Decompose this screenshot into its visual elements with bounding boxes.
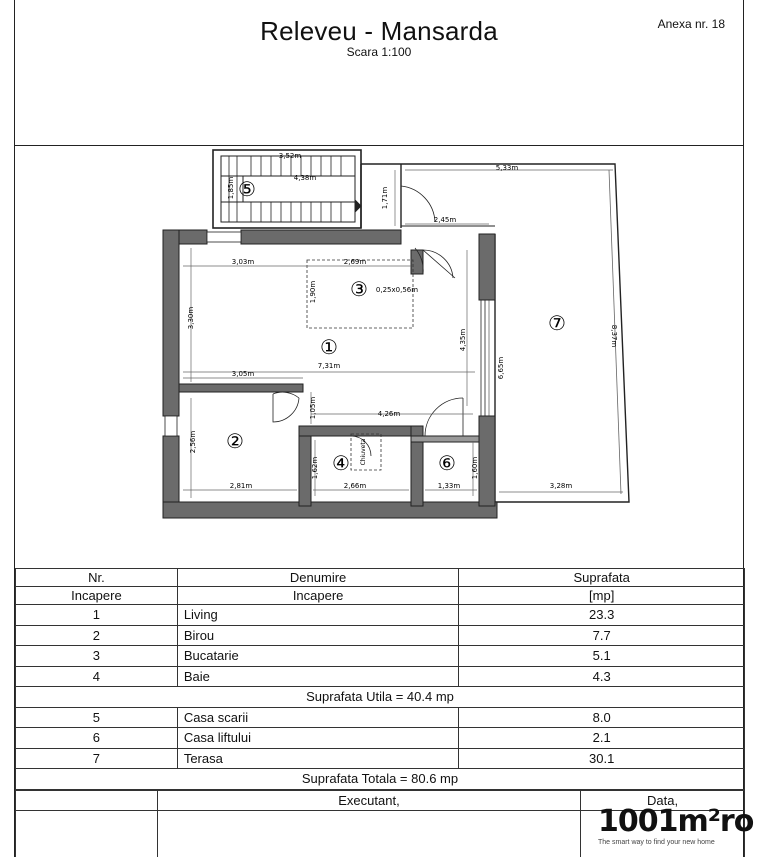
living-dim-lines [183, 248, 477, 498]
table-header-row [16, 569, 745, 587]
room-number-2: ② [226, 429, 244, 453]
row-area: 4.3 [459, 666, 745, 687]
row-area: 8.0 [459, 707, 745, 728]
room-number-4: ④ [332, 451, 350, 475]
rooms-table [15, 568, 745, 790]
room-number-3: ③ [350, 277, 368, 301]
dim-stair-inner: 4,38m [293, 174, 317, 182]
row-area: 2.1 [459, 728, 745, 749]
dim-living-h-left: 3,30m [187, 306, 195, 330]
row-nr: 7 [16, 748, 178, 769]
doors [273, 248, 463, 456]
room-number-6: ⑥ [438, 451, 456, 475]
row-nr: 1 [16, 605, 178, 626]
dim-terrace-h: 8,37m [610, 324, 618, 348]
dim-stair-h: 1,85m [227, 176, 235, 200]
header-area: Suprafata [459, 569, 745, 587]
dim-office-top: 3,05m [231, 370, 255, 378]
header-nr: Nr. [16, 569, 178, 587]
room-number-5: ⑤ [238, 177, 256, 201]
row-name: Terasa [177, 748, 459, 769]
scale-label: Scara 1:100 [346, 45, 412, 59]
annex-label: Anexa nr. 18 [657, 17, 725, 31]
staircase [213, 150, 361, 228]
row-name: Casa scarii [177, 707, 459, 728]
useful-total-row [16, 687, 745, 708]
grand-total: Suprafata Totala = 80.6 mp [16, 769, 745, 790]
dim-living-w2: 2,69m [343, 258, 367, 266]
useful-total: Suprafata Utila = 40.4 mp [16, 687, 745, 708]
drawing-sheet [14, 0, 744, 857]
chimney-label: Chiuveta [360, 438, 367, 466]
table-row [16, 666, 745, 687]
dim-bath-h: 1,62m [311, 456, 319, 480]
row-name: Birou [177, 625, 459, 646]
row-nr: 6 [16, 728, 178, 749]
signature-spacer [16, 791, 158, 811]
row-name: Baie [177, 666, 459, 687]
row-nr: 4 [16, 666, 178, 687]
header-area-2: [mp] [459, 587, 745, 605]
logo-tagline: The smart way to find your new home [598, 839, 715, 846]
row-nr: 5 [16, 707, 178, 728]
row-name: Casa liftului [177, 728, 459, 749]
table-row [16, 625, 745, 646]
row-nr: 3 [16, 646, 178, 667]
executant-label: Executant, [157, 791, 580, 811]
dim-office-h: 2,56m [189, 430, 197, 454]
dim-terrace-bottom: 3,28m [549, 482, 573, 490]
dim-kitchen-h: 1,90m [309, 280, 317, 304]
page-title: Releveu - Mansarda [260, 16, 498, 46]
dim-lift-w: 1,33m [437, 482, 461, 490]
row-area: 23.3 [459, 605, 745, 626]
table-row [16, 707, 745, 728]
dim-stair-w: 3,52m [278, 152, 302, 160]
room-number-7: ⑦ [548, 311, 566, 335]
grand-total-row [16, 769, 745, 790]
date-label: Data, [581, 791, 745, 811]
table-row [16, 605, 745, 626]
header-name-2: Incapere [177, 587, 459, 605]
table-header-row-2 [16, 587, 745, 605]
dim-bath-w: 2,66m [343, 482, 367, 490]
row-name: Bucatarie [177, 646, 459, 667]
dim-kitchen-detail: 0,25x0,56m [375, 286, 419, 294]
table-row [16, 748, 745, 769]
dim-bath-top: 4,26m [377, 410, 401, 418]
dim-living-total-w: 7,31m [317, 362, 341, 370]
dim-living-h-right: 4,35m [459, 328, 467, 352]
dim-living-w1: 3,03m [231, 258, 255, 266]
dim-terrace-side: 6,65m [497, 356, 505, 380]
watermark-logo [598, 806, 768, 851]
dim-lift-h: 1,60m [471, 456, 479, 480]
header-nr-2: Incapere [16, 587, 178, 605]
logo-text: 1001m²ro [598, 804, 754, 839]
header-name: Denumire [177, 569, 459, 587]
row-area: 7.7 [459, 625, 745, 646]
table-row [16, 728, 745, 749]
row-nr: 2 [16, 625, 178, 646]
dim-office-bottom: 2,81m [229, 482, 253, 490]
row-name: Living [177, 605, 459, 626]
dim-terrace-top: 5,33m [495, 164, 519, 172]
title-block [15, 0, 743, 146]
dim-corridor-w: 2,45m [433, 216, 457, 224]
row-area: 5.1 [459, 646, 745, 667]
dim-hall-h: 1,05m [309, 396, 317, 420]
table-row [16, 646, 745, 667]
signature-blank-2 [157, 811, 580, 857]
floor-plan [15, 146, 745, 568]
dim-corridor-h: 1,71m [381, 186, 389, 210]
signature-blank-1 [16, 811, 158, 857]
room-number-1: ① [320, 335, 338, 359]
row-area: 30.1 [459, 748, 745, 769]
